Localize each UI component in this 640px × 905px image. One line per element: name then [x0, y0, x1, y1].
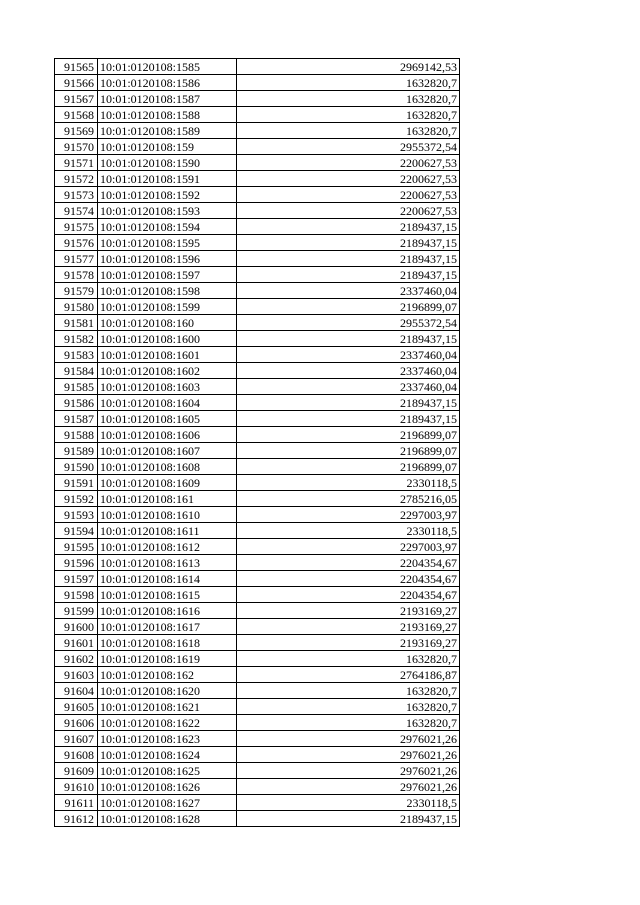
row-id-cell: 91603 [55, 667, 98, 683]
row-id-cell: 91599 [55, 603, 98, 619]
cadastral-code-cell: 10:01:0120108:1625 [98, 763, 237, 779]
value-cell: 2189437,15 [237, 235, 460, 251]
cadastral-code-cell: 10:01:0120108:1617 [98, 619, 237, 635]
table-row [55, 571, 460, 587]
cadastral-code-cell: 10:01:0120108:1627 [98, 795, 237, 811]
table-row [55, 219, 460, 235]
table-row [55, 363, 460, 379]
table-row [55, 91, 460, 107]
table-row [55, 555, 460, 571]
table-row [55, 523, 460, 539]
cadastral-code-cell: 10:01:0120108:1615 [98, 587, 237, 603]
cadastral-code-cell: 10:01:0120108:1604 [98, 395, 237, 411]
table-row [55, 811, 460, 827]
value-cell: 2337460,04 [237, 379, 460, 395]
table-row [55, 731, 460, 747]
cadastral-code-cell: 10:01:0120108:1594 [98, 219, 237, 235]
table-row [55, 779, 460, 795]
row-id-cell: 91612 [55, 811, 98, 827]
table-row [55, 395, 460, 411]
table-row [55, 155, 460, 171]
value-cell: 2189437,15 [237, 331, 460, 347]
table-row [55, 235, 460, 251]
row-id-cell: 91601 [55, 635, 98, 651]
table-row [55, 251, 460, 267]
row-id-cell: 91609 [55, 763, 98, 779]
table-row [55, 411, 460, 427]
table-row [55, 443, 460, 459]
cadastral-code-cell: 10:01:0120108:1620 [98, 683, 237, 699]
cadastral-code-cell: 10:01:0120108:160 [98, 315, 237, 331]
cadastral-code-cell: 10:01:0120108:1587 [98, 91, 237, 107]
row-id-cell: 91596 [55, 555, 98, 571]
row-id-cell: 91606 [55, 715, 98, 731]
table-row [55, 267, 460, 283]
value-cell: 2297003,97 [237, 507, 460, 523]
row-id-cell: 91589 [55, 443, 98, 459]
row-id-cell: 91602 [55, 651, 98, 667]
cadastral-code-cell: 10:01:0120108:1616 [98, 603, 237, 619]
row-id-cell: 91570 [55, 139, 98, 155]
value-cell: 2337460,04 [237, 363, 460, 379]
value-cell: 2196899,07 [237, 443, 460, 459]
table-row [55, 171, 460, 187]
table-row [55, 283, 460, 299]
data-table [54, 58, 460, 827]
cadastral-code-cell: 10:01:0120108:1601 [98, 347, 237, 363]
table-row [55, 315, 460, 331]
value-cell: 1632820,7 [237, 683, 460, 699]
row-id-cell: 91597 [55, 571, 98, 587]
row-id-cell: 91607 [55, 731, 98, 747]
table-row [55, 683, 460, 699]
table-row [55, 507, 460, 523]
row-id-cell: 91565 [55, 59, 98, 75]
row-id-cell: 91591 [55, 475, 98, 491]
cadastral-code-cell: 10:01:0120108:1608 [98, 459, 237, 475]
value-cell: 2189437,15 [237, 411, 460, 427]
cadastral-code-cell: 10:01:0120108:1610 [98, 507, 237, 523]
table-row [55, 475, 460, 491]
table-row [55, 203, 460, 219]
row-id-cell: 91590 [55, 459, 98, 475]
value-cell: 2969142,53 [237, 59, 460, 75]
cadastral-code-cell: 10:01:0120108:1628 [98, 811, 237, 827]
cadastral-code-cell: 10:01:0120108:1593 [98, 203, 237, 219]
table-row [55, 139, 460, 155]
value-cell: 2330118,5 [237, 523, 460, 539]
cadastral-code-cell: 10:01:0120108:1592 [98, 187, 237, 203]
cadastral-code-cell: 10:01:0120108:159 [98, 139, 237, 155]
table-row [55, 715, 460, 731]
row-id-cell: 91567 [55, 91, 98, 107]
value-cell: 2764186,87 [237, 667, 460, 683]
row-id-cell: 91604 [55, 683, 98, 699]
cadastral-code-cell: 10:01:0120108:1598 [98, 283, 237, 299]
row-id-cell: 91594 [55, 523, 98, 539]
value-cell: 2189437,15 [237, 395, 460, 411]
row-id-cell: 91587 [55, 411, 98, 427]
value-cell: 2976021,26 [237, 763, 460, 779]
cadastral-code-cell: 10:01:0120108:1590 [98, 155, 237, 171]
cadastral-code-cell: 10:01:0120108:1609 [98, 475, 237, 491]
row-id-cell: 91580 [55, 299, 98, 315]
value-cell: 2976021,26 [237, 731, 460, 747]
value-cell: 1632820,7 [237, 699, 460, 715]
value-cell: 2200627,53 [237, 203, 460, 219]
value-cell: 2189437,15 [237, 251, 460, 267]
table-row [55, 651, 460, 667]
table-row [55, 347, 460, 363]
table-row [55, 763, 460, 779]
value-cell: 2193169,27 [237, 619, 460, 635]
row-id-cell: 91611 [55, 795, 98, 811]
cadastral-code-cell: 10:01:0120108:1585 [98, 59, 237, 75]
table-row [55, 667, 460, 683]
row-id-cell: 91608 [55, 747, 98, 763]
row-id-cell: 91595 [55, 539, 98, 555]
row-id-cell: 91571 [55, 155, 98, 171]
value-cell: 2189437,15 [237, 219, 460, 235]
value-cell: 2200627,53 [237, 155, 460, 171]
cadastral-code-cell: 10:01:0120108:1624 [98, 747, 237, 763]
cadastral-code-cell: 10:01:0120108:1614 [98, 571, 237, 587]
value-cell: 2189437,15 [237, 267, 460, 283]
row-id-cell: 91585 [55, 379, 98, 395]
row-id-cell: 91600 [55, 619, 98, 635]
row-id-cell: 91605 [55, 699, 98, 715]
table-row [55, 299, 460, 315]
table-row [55, 587, 460, 603]
cadastral-code-cell: 10:01:0120108:1611 [98, 523, 237, 539]
row-id-cell: 91574 [55, 203, 98, 219]
value-cell: 2976021,26 [237, 747, 460, 763]
cadastral-code-cell: 10:01:0120108:1602 [98, 363, 237, 379]
row-id-cell: 91569 [55, 123, 98, 139]
row-id-cell: 91573 [55, 187, 98, 203]
cadastral-code-cell: 10:01:0120108:1623 [98, 731, 237, 747]
table-body [55, 59, 460, 827]
value-cell: 2196899,07 [237, 459, 460, 475]
value-cell: 2200627,53 [237, 171, 460, 187]
value-cell: 2330118,5 [237, 475, 460, 491]
value-cell: 2330118,5 [237, 795, 460, 811]
row-id-cell: 91576 [55, 235, 98, 251]
row-id-cell: 91575 [55, 219, 98, 235]
row-id-cell: 91582 [55, 331, 98, 347]
value-cell: 2337460,04 [237, 347, 460, 363]
cadastral-code-cell: 10:01:0120108:1588 [98, 107, 237, 123]
value-cell: 2204354,67 [237, 587, 460, 603]
table-row [55, 603, 460, 619]
cadastral-code-cell: 10:01:0120108:1622 [98, 715, 237, 731]
cadastral-code-cell: 10:01:0120108:1603 [98, 379, 237, 395]
table-row [55, 699, 460, 715]
cadastral-code-cell: 10:01:0120108:161 [98, 491, 237, 507]
table-row [55, 427, 460, 443]
row-id-cell: 91578 [55, 267, 98, 283]
value-cell: 2189437,15 [237, 811, 460, 827]
row-id-cell: 91586 [55, 395, 98, 411]
table-row [55, 459, 460, 475]
cadastral-code-cell: 10:01:0120108:1586 [98, 75, 237, 91]
value-cell: 1632820,7 [237, 91, 460, 107]
cadastral-code-cell: 10:01:0120108:1600 [98, 331, 237, 347]
table-row [55, 107, 460, 123]
cadastral-code-cell: 10:01:0120108:1612 [98, 539, 237, 555]
value-cell: 1632820,7 [237, 107, 460, 123]
value-cell: 2196899,07 [237, 427, 460, 443]
value-cell: 1632820,7 [237, 715, 460, 731]
cadastral-code-cell: 10:01:0120108:1619 [98, 651, 237, 667]
table-row [55, 747, 460, 763]
table-row [55, 75, 460, 91]
table-row [55, 187, 460, 203]
value-cell: 2976021,26 [237, 779, 460, 795]
value-cell: 2196899,07 [237, 299, 460, 315]
cadastral-code-cell: 10:01:0120108:162 [98, 667, 237, 683]
cadastral-code-cell: 10:01:0120108:1626 [98, 779, 237, 795]
cadastral-code-cell: 10:01:0120108:1606 [98, 427, 237, 443]
row-id-cell: 91588 [55, 427, 98, 443]
value-cell: 2204354,67 [237, 571, 460, 587]
value-cell: 2204354,67 [237, 555, 460, 571]
row-id-cell: 91598 [55, 587, 98, 603]
row-id-cell: 91568 [55, 107, 98, 123]
value-cell: 1632820,7 [237, 75, 460, 91]
table-row [55, 59, 460, 75]
table-row [55, 795, 460, 811]
cadastral-code-cell: 10:01:0120108:1595 [98, 235, 237, 251]
row-id-cell: 91579 [55, 283, 98, 299]
table-row [55, 491, 460, 507]
cadastral-code-cell: 10:01:0120108:1591 [98, 171, 237, 187]
value-cell: 2785216,05 [237, 491, 460, 507]
table-row [55, 635, 460, 651]
table-row [55, 619, 460, 635]
cadastral-code-cell: 10:01:0120108:1621 [98, 699, 237, 715]
value-cell: 2193169,27 [237, 635, 460, 651]
value-cell: 1632820,7 [237, 123, 460, 139]
cadastral-code-cell: 10:01:0120108:1599 [98, 299, 237, 315]
table-row [55, 123, 460, 139]
table-row [55, 539, 460, 555]
row-id-cell: 91592 [55, 491, 98, 507]
row-id-cell: 91610 [55, 779, 98, 795]
cadastral-code-cell: 10:01:0120108:1607 [98, 443, 237, 459]
row-id-cell: 91572 [55, 171, 98, 187]
value-cell: 1632820,7 [237, 651, 460, 667]
value-cell: 2297003,97 [237, 539, 460, 555]
value-cell: 2193169,27 [237, 603, 460, 619]
table-row [55, 331, 460, 347]
value-cell: 2955372,54 [237, 315, 460, 331]
value-cell: 2955372,54 [237, 139, 460, 155]
cadastral-code-cell: 10:01:0120108:1589 [98, 123, 237, 139]
cadastral-code-cell: 10:01:0120108:1596 [98, 251, 237, 267]
row-id-cell: 91566 [55, 75, 98, 91]
row-id-cell: 91593 [55, 507, 98, 523]
row-id-cell: 91584 [55, 363, 98, 379]
value-cell: 2337460,04 [237, 283, 460, 299]
table-row [55, 379, 460, 395]
value-cell: 2200627,53 [237, 187, 460, 203]
cadastral-code-cell: 10:01:0120108:1597 [98, 267, 237, 283]
cadastral-code-cell: 10:01:0120108:1613 [98, 555, 237, 571]
cadastral-code-cell: 10:01:0120108:1618 [98, 635, 237, 651]
cadastral-code-cell: 10:01:0120108:1605 [98, 411, 237, 427]
row-id-cell: 91581 [55, 315, 98, 331]
row-id-cell: 91577 [55, 251, 98, 267]
row-id-cell: 91583 [55, 347, 98, 363]
